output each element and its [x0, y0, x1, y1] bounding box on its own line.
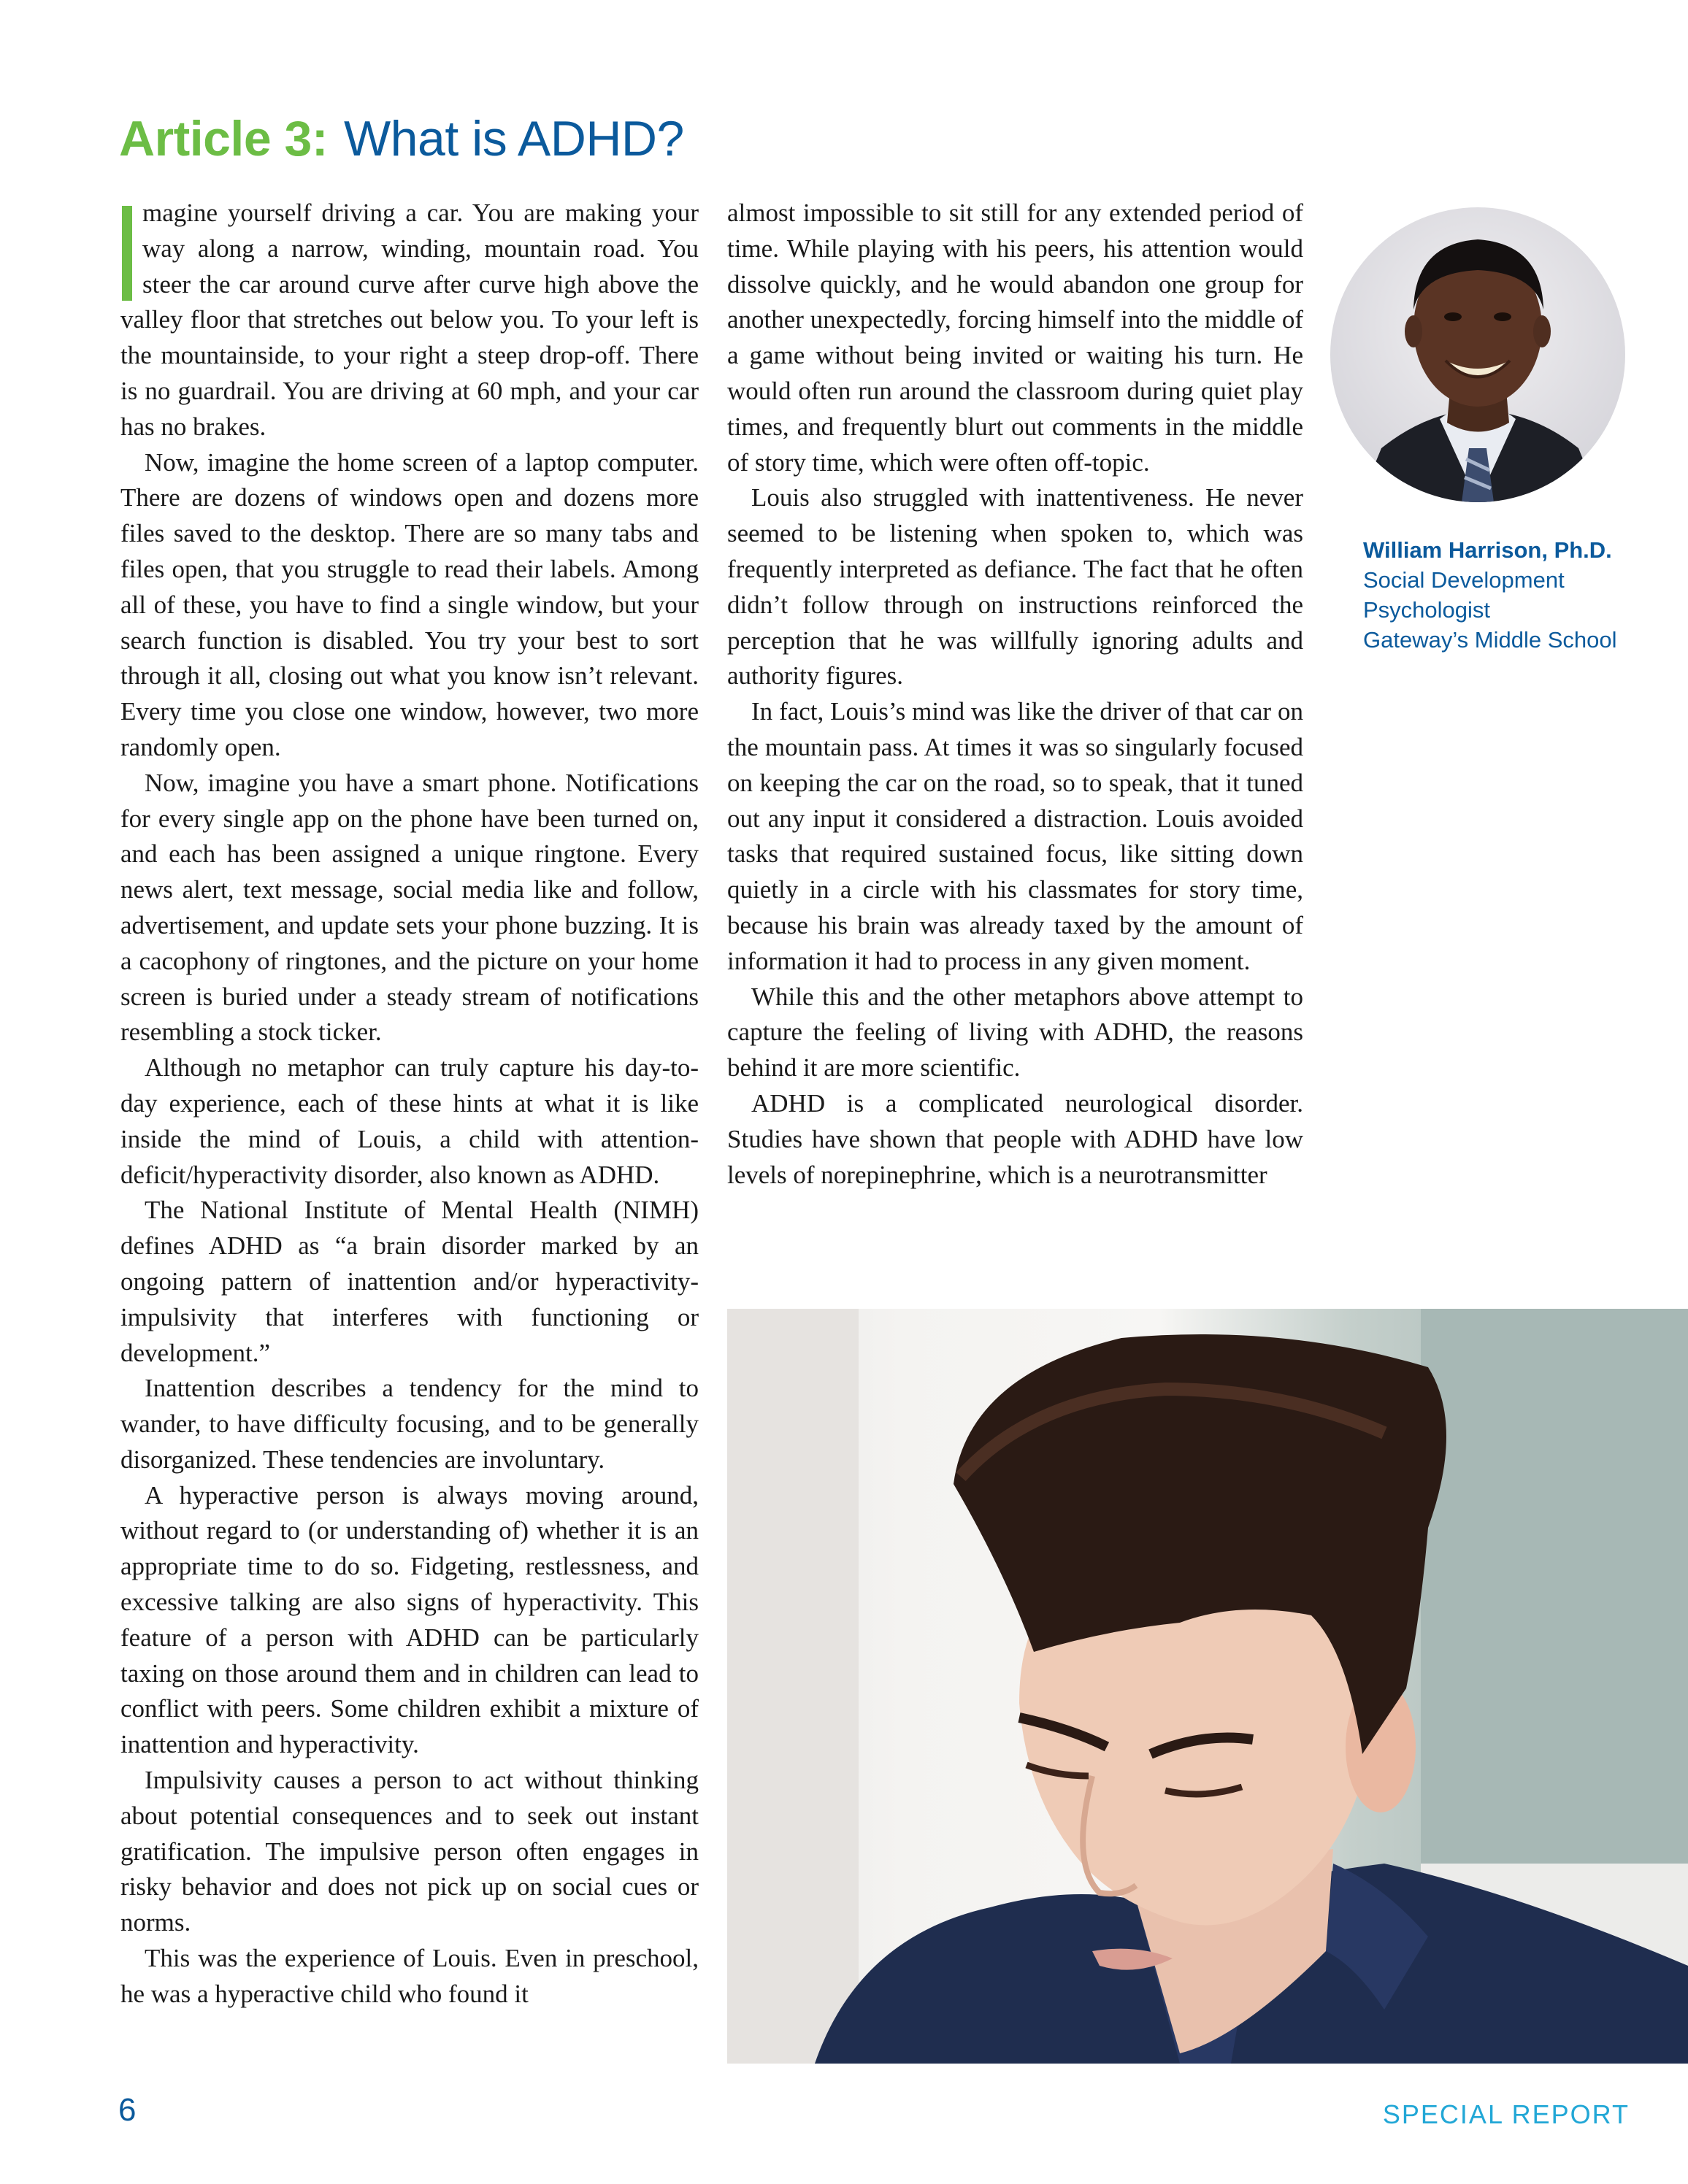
paragraph: The National Institute of Mental Health (NIMH) defines ADHD as “a brain disorder marked by an ongoing pattern of inattention and/or hyperactivity-impulsivity that interferes with functioning or development.” [120, 1196, 699, 1367]
article-number-label: Article 3: [119, 111, 328, 166]
author-role-line2: Psychologist [1363, 597, 1491, 623]
article-column-left [120, 196, 699, 2012]
article-title [119, 109, 684, 168]
publication-name: SPECIAL REPORT [1382, 2099, 1630, 2129]
paragraph: almost impossible to sit still for any extended period of time. While playing with his peers, his attention would dissolve quickly, and he would abandon one group for another unexpectedly, forcing himself into the middle of a game without being invited or waiting his turn. He would often run around the classroom during quiet play times, and frequently blurt out comments in the middle of story time, which were often off-topic. [727, 199, 1303, 477]
paragraph: Now, imagine the home screen of a laptop computer. There are dozens of windows open and dozens more files saved to the desktop. There are so many tabs and files open, that you struggle to read their labels. Among all of these, you have to find a single window, but your search function is disabled. You try your best to sort through it all, closing out what you know isn’t relevant. Every time you close one window, however, two more randomly open. [120, 447, 699, 761]
paragraph: This was the experience of Louis. Even in preschool, he was a hyperactive child who found it [120, 1944, 699, 2008]
paragraph: Louis also struggled with inattentiveness. He never seemed to be listening when spoken to, which was frequently interpreted as defiance. The fact that he often didn’t follow through on instructions reinforced the perception that he was willfully ignoring adults and authority figures. [727, 483, 1303, 691]
dropcap-bar [122, 206, 132, 301]
paragraph: Now, imagine you have a smart phone. Notifications for every single app on the phone have been turned on, and each has been assigned a unique ringtone. Every news alert, text message, social media like and follow, advertisement, and update sets your phone buzzing. It is a cacophony of ringtones, and the picture on your home screen is buried under a steady stream of notifications resembling a stock ticker. [120, 768, 699, 1047]
author-headshot [1330, 207, 1625, 502]
paragraph: ADHD is a complicated neurological disorder. Studies have shown that people with ADHD have low levels of norepinephrine, which is a neurotransmitter [727, 1088, 1303, 1189]
paragraph: While this and the other metaphors above attempt to capture the feeling of living with ADHD, the reasons behind it are more scientific. [727, 982, 1303, 1083]
paragraph [120, 196, 699, 445]
paragraph: In fact, Louis’s mind was like the driver of that car on the mountain pass. At times it was so singularly focused on keeping the car on the road, so to speak, that it tuned out any input it considered a distraction. Louis avoided tasks that required sustained focus, like sitting down quietly in a circle with his classmates for story time, because his brain was already taxed by the amount of information it had to process in any given moment. [727, 697, 1303, 975]
article-column-middle [727, 196, 1303, 1193]
page-number: 6 [118, 2092, 137, 2128]
paragraph: Impulsivity causes a person to act without thinking about potential consequences and to seek out instant gratification. The impulsive person often engages in risky behavior and does not pick up on social cues or norms. [120, 1766, 699, 1937]
author-organization: Gateway’s Middle School [1363, 627, 1617, 653]
paragraph: Although no metaphor can truly capture his day-to-day experience, each of these hints at what it is like inside the mind of Louis, a child with attention-deficit/hyperactivity disorder, also known as ADHD. [120, 1053, 699, 1189]
feature-photo [727, 1309, 1688, 2064]
paragraph: Inattention describes a tendency for the mind to wander, to have difficulty focusing, and to be generally disorganized. These tendencies are involuntary. [120, 1374, 699, 1474]
paragraph-text: magine yourself driving a car. You are making your way along a narrow, winding, mountain road. You steer the car around curve after curve high above the valley floor that stretches out below you. To your left is the mountainside, to your right a steep drop-off. There is no guardrail. You are driving at 60 mph, and your car has no brakes. [120, 199, 699, 441]
author-caption [1363, 535, 1617, 655]
author-name: William Harrison, Ph.D. [1363, 537, 1612, 563]
paragraph: A hyperactive person is always moving around, without regard to (or understanding of) whether it is an appropriate time to do so. Fidgeting, restlessness, and excessive talking are also signs of hyperactivity. This feature of a person with ADHD can be particularly taxing on those around them and in children can lead to conflict with peers. Some children exhibit a mixture of inattention and hyperactivity. [120, 1480, 699, 1759]
author-role-line1: Social Development [1363, 567, 1565, 593]
article-heading: What is ADHD? [344, 111, 684, 166]
boy-photo-icon [727, 1309, 1688, 2064]
person-photo-icon [1330, 207, 1625, 502]
